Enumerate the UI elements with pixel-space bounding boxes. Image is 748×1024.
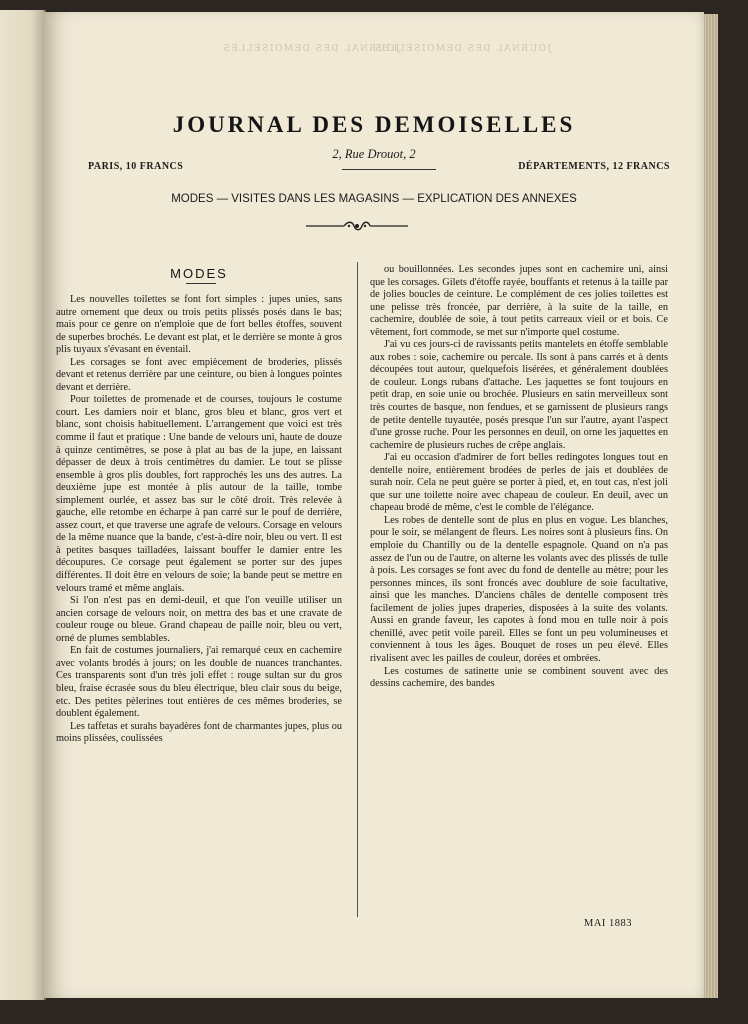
previous-page-edge — [0, 10, 46, 1000]
paragraph: J'ai eu occasion d'admirer de fort belles redingotes longues tout en dentelle noire, entièrement brodées de perles de jais et doublées de surah noir. Cela ne peut guère se porter à pied, et, en tout cas, n'est joli que sur une toilette noire avec chapeau de couleur. En deuil, avec un chapeau brodé de même, c'est le comble de l'élégance. — [370, 452, 668, 514]
paragraph: Si l'on n'est pas en demi-deuil, et que l'on veuille utiliser un ancien corsage de velours noir, on mettra des bas et une cravate de couleur rouge ou bleue. Grand chapeau de paille noir, bleu ou vert, orné de plumes semblables. — [56, 595, 342, 644]
left-column — [56, 294, 342, 746]
paragraph: Les corsages se font avec empiècement de broderies, plissés devant et retenus derrière par une ceinture, ou bien à longues pointes devant et derrière. — [56, 356, 342, 393]
show-through-text: JOURNAL DES DEMOISELLES — [374, 44, 552, 54]
issue-date: MAI 1883 — [584, 918, 633, 929]
sections-line: MODES — VISITES DANS LES MAGASINS — EXPLICATION DES ANNEXES — [171, 193, 577, 205]
paragraph: Les nouvelles toilettes se font fort simples : jupes unies, sans autre ornement que deux ou trois petits plissés posés dans le bas; mais pour ce genre on n'emploie que de fort belles étoffes, souvent de superbes brochés. Le devant est plat, et le derrière se monte à gros plis tuyaux s'évasant en éventail. — [56, 294, 342, 356]
right-column — [370, 264, 668, 691]
paragraph: Les robes de dentelle sont de plus en plus en vogue. Les blanches, pour le soir, se mélangent de fleurs. Les noires sont à plusieurs fins. On emploie du Chantilly ou de la dentelle espagnole. Quand on n'a pas assez de l'un ou de l'autre, on alterne les volants avec des plissés de tulle à pois. Les corsages se font avec du fond de dentelle au mètre; pour les personnes minces, ils sont froncés avec doublure de soie facultative, ainsi que les manches. D'anciens châles de dentelle composent très facilement de jolies jupes draperies, disposées à la suite des volants. Aussi en grande faveur, les capotes à fond mou en tulle noir à pois chenillé, avec petit voile pareil. Elles se font un peu volumineuses et conviennent à tous les âges. Bouquet de roses un peu élevé. Elles rivalisent avec les pailles de couleur, dorées et ombrées. — [370, 514, 668, 664]
title-rule — [186, 283, 216, 284]
paragraph: En fait de costumes journaliers, j'ai remarqué ceux en cachemire avec volants brodés à jours; on les double de nuances tranchantes. Ces transparents sont d'un très joli effet : rouge sultan sur du gros bleu, fraise écrasée sous du bleu électrique, bleu clair sous du beige, etc. Des petites pèlerines tout entières de ces mêmes broderies, se doublent également. — [56, 645, 342, 720]
paragraph: Pour toilettes de promenade et de courses, toujours le costume court. Les damiers noir et blanc, gros bleu et blanc, gros vert et blanc, sont choisis habituellement. L'arrangement que voici est très comme il faut et pratique : Une bande de velours uni, haute de douze à quinze centimètres, se pose à plat au bas de la jupe, en laissant dépasser de deux à trois centimètres du damier. Le tout se plisse ensemble à gros plis doubles, fort rapprochés les uns des autres. La deuxième jupe est montée à plis autour de la taille, tombe simplement ourlée, et assez bas sur le côté droit. Très relevée à gauche, elle retombe en écharpe à pan carré sur le pouf de derrière, assez court, et que traverse une agrafe de velours. Corsage en velours de la même nuance que la bande, c'est-à-dire noir, bleu ou vert. Il est à petites basques tailladées, laissant bouffer le damier entre les découpures. Ce corsage peut également se porter sur des jupes différentes. Il doit être en velours de soie; la bande peut se mettre en velours tramé et même anglais. — [56, 394, 342, 594]
paragraph: ou bouillonnées. Les secondes jupes sont en cachemire uni, ainsi que les corsages. Gilets d'étoffe rayée, bouffants et retenus à la taille par de jolies boucles de ceinture. Le complément de ces jolies toilettes est une pelisse très froncée, par derrière, à la suite de la taille, en cachemire, doublée de soie, à tout petits carreaux vieil or et bois. Ce vêtement, fort commode, se met sur n'importe quel costume. — [370, 264, 668, 338]
column-divider — [357, 262, 358, 917]
paragraph: J'ai vu ces jours-ci de ravissants petits mantelets en étoffe semblable aux robes : soie, cachemire ou percale. Ils sont à pans carrés et à dents découpées tout autour, quelquefois lisérées, et généralement doublées de couleur. Longs rubans d'attache. Les jaquettes se font toujours en petit drap, en soie unie ou brochée. Plusieurs en satin merveilleux sont très courtes de basque, non fendues, et se garnissent de plusieurs rangs de petite dentelle tuyautée, posés presque l'un sur l'autre, ayant l'aspect d'une grosse ruche. Pour les personnes en deuil, on orne les jaquettes en cachemire de plusieurs ruches de crêpe anglais. — [370, 339, 668, 451]
paragraph: Les taffetas et surahs bayadères font de charmantes jupes, plus ou moins plissées, coulissées — [56, 720, 342, 745]
address-rule — [342, 169, 436, 170]
page-stack-edge — [704, 14, 718, 998]
journal-page — [44, 12, 704, 998]
ornament-divider-icon — [304, 219, 410, 233]
binding-bottom — [0, 1000, 748, 1024]
address-line: 2, Rue Drouot, 2 — [332, 147, 416, 161]
price-paris: PARIS, 10 FRANCS — [88, 161, 184, 172]
article-title: MODES — [170, 266, 228, 281]
price-departements: DÉPARTEMENTS, 12 FRANCS — [518, 161, 670, 172]
show-through-text: JOURNAL DES DEMOISELLES — [222, 44, 400, 54]
masthead-title: JOURNAL DES DEMOISELLES — [172, 112, 576, 137]
paragraph: Les costumes de satinette unie se combinent souvent avec des dessins cachemire, des bandes — [370, 665, 668, 690]
